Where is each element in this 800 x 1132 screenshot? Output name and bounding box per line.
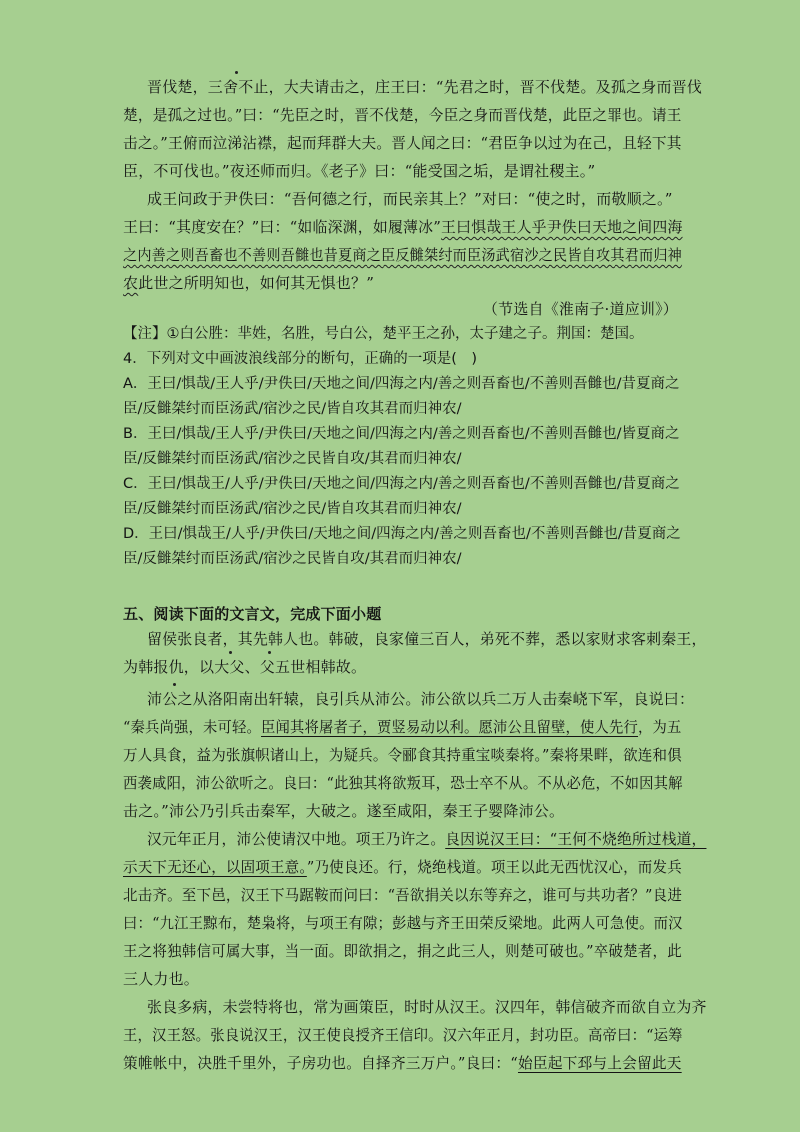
- wavy-underlined-text: 农: [123, 274, 139, 292]
- section5-line-12: 王之将独韩信可属大事，当一面。即欲捐之，捐之此三人，则楚可破也。”卒破楚者，此: [123, 942, 682, 960]
- plain-text: 汉元年正月，沛公使请汉中地。项王乃许之。: [147, 830, 446, 848]
- option-b-line-2[interactable]: 臣/反雠桀纣而臣汤武/宿沙之民皆自攻/其君而归神农/: [123, 451, 462, 467]
- underlined-text: 始臣起下邳与上会留此天: [517, 1054, 682, 1072]
- option-a-line-2[interactable]: 臣/反雠桀纣而臣汤武/宿沙之民/皆自攻其君而归神农/: [123, 401, 462, 417]
- underlined-text: 示天下无还心，以固项王意。: [123, 858, 307, 876]
- section5-line-13: 三人力也。: [123, 970, 200, 988]
- passage1-line-3: 击之。”王俯而泣涕沾襟，起而拜群大夫。晋人闻之曰：“君臣争以过为在己，且轻下其: [123, 134, 682, 152]
- plain-text: ”乃使良还。行，烧绝栈道。项王以此无西忧汉心，而发兵: [306, 858, 682, 876]
- underlined-text: 臣闻其将屠者子，贾竖易动以利。: [261, 718, 479, 736]
- section5-line-11: 曰：“九江王黥布，楚枭将，与项王有隙；彭越与齐王田荣反梁地。此两人可急使。而汉: [123, 914, 683, 932]
- option-c-line-1[interactable]: C．王曰/惧哉王/人乎/尹佚曰/天地之间/四海之内/善之则吾畜也/不善则吾雠也/昔夏商之: [123, 476, 680, 492]
- section5-line-2: 为韩报仇，以大父、父五世相韩故。: [123, 658, 367, 676]
- option-d-line-2[interactable]: 臣/反雠桀纣而臣汤武/宿沙之民皆自攻/其君而归神农/: [123, 551, 462, 567]
- section5-line-8: [147, 829, 706, 849]
- emphasis-dot: [173, 683, 176, 686]
- section5-line-3: 沛公之从洛阳南出轩辕，良引兵从沛公。沛公欲以兵二万人击秦峣下军，良说曰：: [147, 690, 695, 708]
- passage1-line-1: 晋伐楚，三舍不止，大夫请击之，庄王曰：“先君之时，晋不伐楚。及孤之身而晋伐: [147, 78, 703, 96]
- wavy-underlined-text: 王曰惧哉王人乎尹佚曰天地之间四海: [441, 218, 683, 236]
- section5-line-5: 万人具食，益为张旗帜诸山上，为疑兵。令郦食其持重宝啖秦将。”秦将果畔，欲连和俱: [123, 746, 682, 764]
- section5-line-7: 击之。”沛公乃引兵击秦军，大破之。遂至咸阳，秦王子婴降沛公。: [123, 802, 565, 820]
- question-stem: 4．下列对文中画波浪线部分的断句，正确的一项是( ): [123, 351, 478, 367]
- option-d-line-1[interactable]: D．王曰/惧哉王/人乎/尹佚曰/天地之间/四海之内/善之则吾畜也/不善则吾雠也/昔夏商之: [123, 526, 681, 542]
- section5-line-14: 张良多病，未尝特将也，常为画策臣，时时从汉王。汉四年，韩信破齐而欲自立为齐: [147, 998, 707, 1016]
- section-heading: 五、阅读下面的文言文，完成下面小题: [123, 605, 382, 623]
- section5-line-10: 北击齐。至下邑，汉王下马踞鞍而问曰：“吾欲捐关以东等弃之，谁可与共功者？”良进: [123, 886, 683, 904]
- option-b-line-1[interactable]: B．王曰/惧哉/王人乎/尹佚曰/天地之间/四海之内/善之则吾畜也/不善则吾雠也/皆夏商之: [123, 426, 680, 442]
- wavy-underlined-text: 之内善之则吾畜也不善则吾雠也昔夏商之臣反雠桀纣而臣汤武宿沙之民皆自攻其君而归神: [123, 246, 683, 264]
- passage1-plain-text: 王曰：“其度安在？”曰：“如临深渊，如履薄冰”: [123, 218, 442, 236]
- section5-line-15: 王，汉王怒。张良说汉王，汉王使良授齐王信印。汉六年正月，封功臣。高帝曰：“运筹: [123, 1026, 683, 1044]
- passage1-line-4: 臣，不可伐也。”夜还师而归。《老子》曰：“能受国之垢，是谓社稷主。”: [123, 162, 596, 180]
- emphasis-dot: [235, 71, 238, 74]
- emphasis-dot: [268, 651, 271, 654]
- option-c-line-2[interactable]: 臣/反雠桀纣而臣汤武/宿沙之民/皆自攻其君而归神农/: [123, 501, 462, 517]
- plain-text: “秦兵尚强，未可轻。: [123, 718, 262, 736]
- plain-text: ，为五: [638, 718, 682, 736]
- section5-line-6: 西袭咸阳，沛公欲听之。良曰：“此独其将欲叛耳，恐士卒不从。不从必危，不如因其解: [123, 774, 683, 792]
- passage1-line-5: 成王问政于尹佚曰：“吾何德之行，而民亲其上？”对曰：“使之时，而敬顺之。”: [147, 190, 673, 208]
- annotation-note: 【注】①白公胜：芈姓，名胜，号白公，楚平王之孙，太子建之子。荆国：楚国。: [123, 326, 644, 342]
- passage1-line-7: [123, 245, 682, 265]
- passage1-plain-text: 此世之所明知也，如何其无惧也？”: [138, 274, 375, 292]
- passage1-line-2: 楚，是孤之过也。”曰：“先臣之时，晋不伐楚，今臣之身而晋伐楚，此臣之罪也。请王: [123, 106, 682, 124]
- passage1-line-8: [123, 273, 374, 293]
- section5-line-4: [123, 717, 682, 737]
- option-a-line-1[interactable]: A．王曰/惧哉/王人乎/尹佚曰/天地之间/四海之内/善之则吾畜也/不善则吾雠也/昔夏商之: [123, 376, 680, 392]
- emphasis-dot: [229, 651, 232, 654]
- section5-line-1: 留侯张良者，其先韩人也。韩破，良家僮三百人，弟死不葬，悉以家财求客刺秦王，: [147, 630, 707, 648]
- plain-text: 策帷帐中，决胜千里外，子房功也。自择齐三万户。”良曰：“: [123, 1054, 518, 1072]
- passage1-source: （节选自《淮南子·道应训》）: [482, 300, 678, 318]
- underlined-text: 愿沛公且留壁，使人先行: [478, 718, 639, 736]
- section5-line-9: [123, 857, 682, 877]
- section5-line-16: [123, 1053, 682, 1073]
- underlined-text: 良因说汉王曰：“王何不烧绝所过栈道，: [445, 830, 707, 848]
- passage1-line-6: [123, 217, 683, 237]
